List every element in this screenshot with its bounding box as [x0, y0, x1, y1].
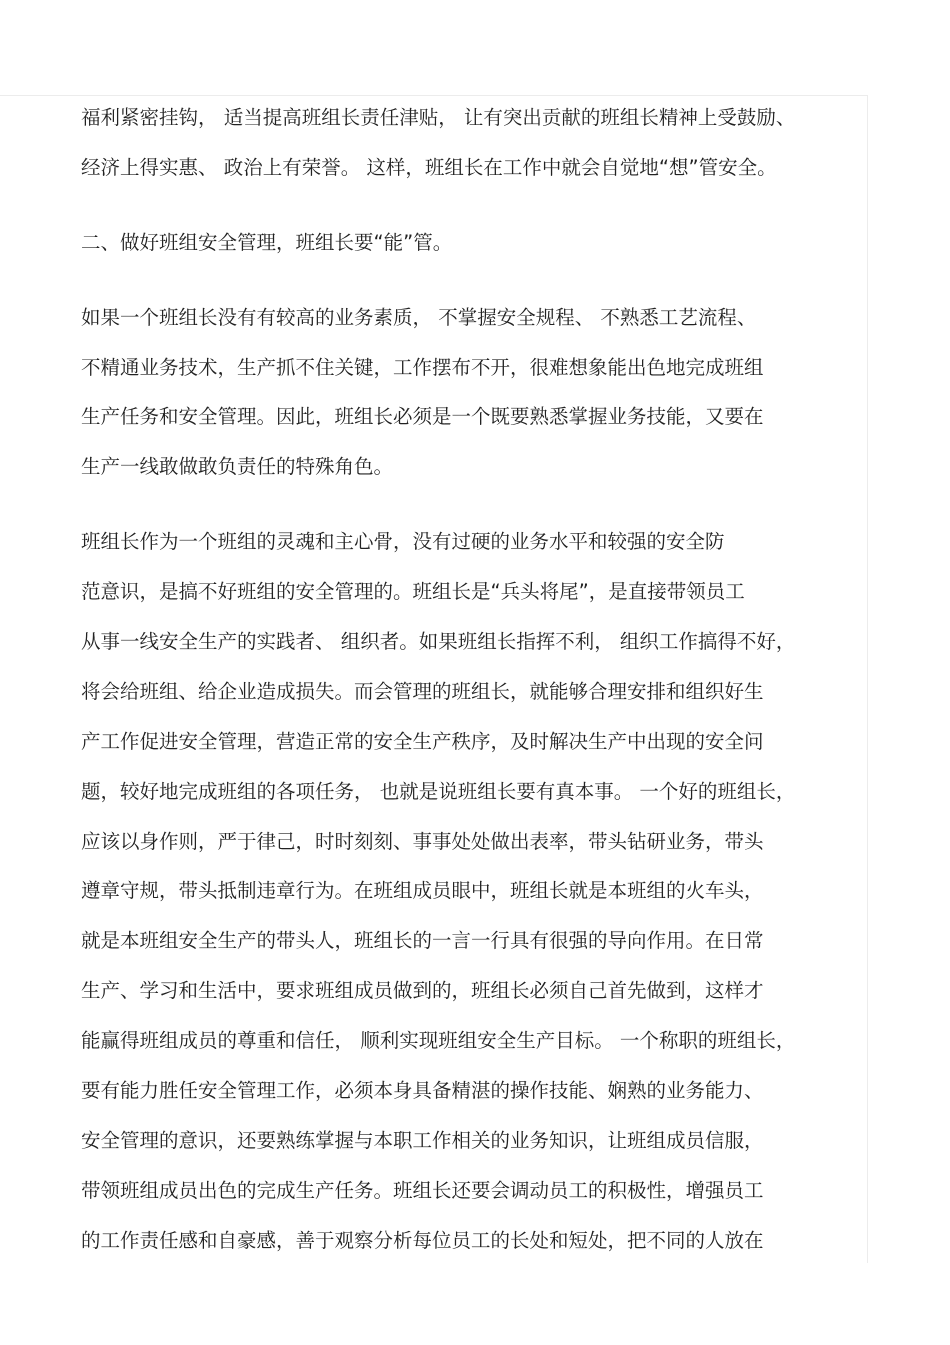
- text-line: 要有能力胜任安全管理工作，必须本身具备精湛的操作技能、娴熟的业务能力、: [81, 1079, 764, 1102]
- text-line: 的工作责任感和自豪感，善于观察分析每位员工的长处和短处，把不同的人放在: [81, 1229, 764, 1252]
- text-line: 如果一个班组长没有有较高的业务素质， 不掌握安全规程、 不熟悉工艺流程、: [81, 306, 757, 329]
- text-line: 经济上得实惠、 政治上有荣誉。 这样，班组长在工作中就会自觉地“想”管安全。: [81, 156, 777, 179]
- text-line: 安全管理的意识，还要熟练掌握与本职工作相关的业务知识，让班组成员信服，: [81, 1129, 764, 1152]
- text-line: 生产、学习和生活中，要求班组成员做到的，班组长必须自己首先做到，这样才: [81, 979, 764, 1002]
- text-line: 题，较好地完成班组的各项任务， 也就是说班组长要有真本事。 一个好的班组长，: [81, 780, 796, 803]
- text-line: 遵章守规，带头抵制违章行为。在班组成员眼中，班组长就是本班组的火车头，: [81, 879, 764, 902]
- text-line: 不精通业务技术，生产抓不住关键，工作摆布不开，很难想象能出色地完成班组: [81, 356, 764, 379]
- text-line: 能赢得班组成员的尊重和信任， 顺利实现班组安全生产目标。 一个称职的班组长，: [81, 1029, 796, 1052]
- section-heading: 二、做好班组安全管理，班组长要“能”管。: [81, 231, 453, 254]
- text-line: 生产一线敢做敢负责任的特殊角色。: [81, 455, 394, 478]
- text-line: 将会给班组、给企业造成损失。而会管理的班组长，就能够合理安排和组织好生: [81, 680, 764, 703]
- text-line: 生产任务和安全管理。因此，班组长必须是一个既要熟悉掌握业务技能，又要在: [81, 405, 764, 428]
- text-line: 应该以身作则，严于律己，时时刻刻、事事处处做出表率，带头钻研业务，带头: [81, 830, 764, 853]
- text-line: 带领班组成员出色的完成生产任务。班组长还要会调动员工的积极性，增强员工: [81, 1179, 764, 1202]
- text-line: 福利紧密挂钩， 适当提高班组长责任津贴， 让有突出贡献的班组长精神上受鼓励、: [81, 106, 796, 129]
- text-line: 就是本班组安全生产的带头人，班组长的一言一行具有很强的导向作用。在日常: [81, 929, 764, 952]
- text-line: 从事一线安全生产的实践者、 组织者。如果班组长指挥不利， 组织工作搞得不好，: [81, 630, 796, 653]
- text-line: 班组长作为一个班组的灵魂和主心骨，没有过硬的业务水平和较强的安全防: [81, 530, 725, 553]
- text-line: 范意识，是搞不好班组的安全管理的。班组长是“兵头将尾”，是直接带领员工: [81, 580, 745, 603]
- text-line: 产工作促进安全管理，营造正常的安全生产秩序，及时解决生产中出现的安全问: [81, 730, 764, 753]
